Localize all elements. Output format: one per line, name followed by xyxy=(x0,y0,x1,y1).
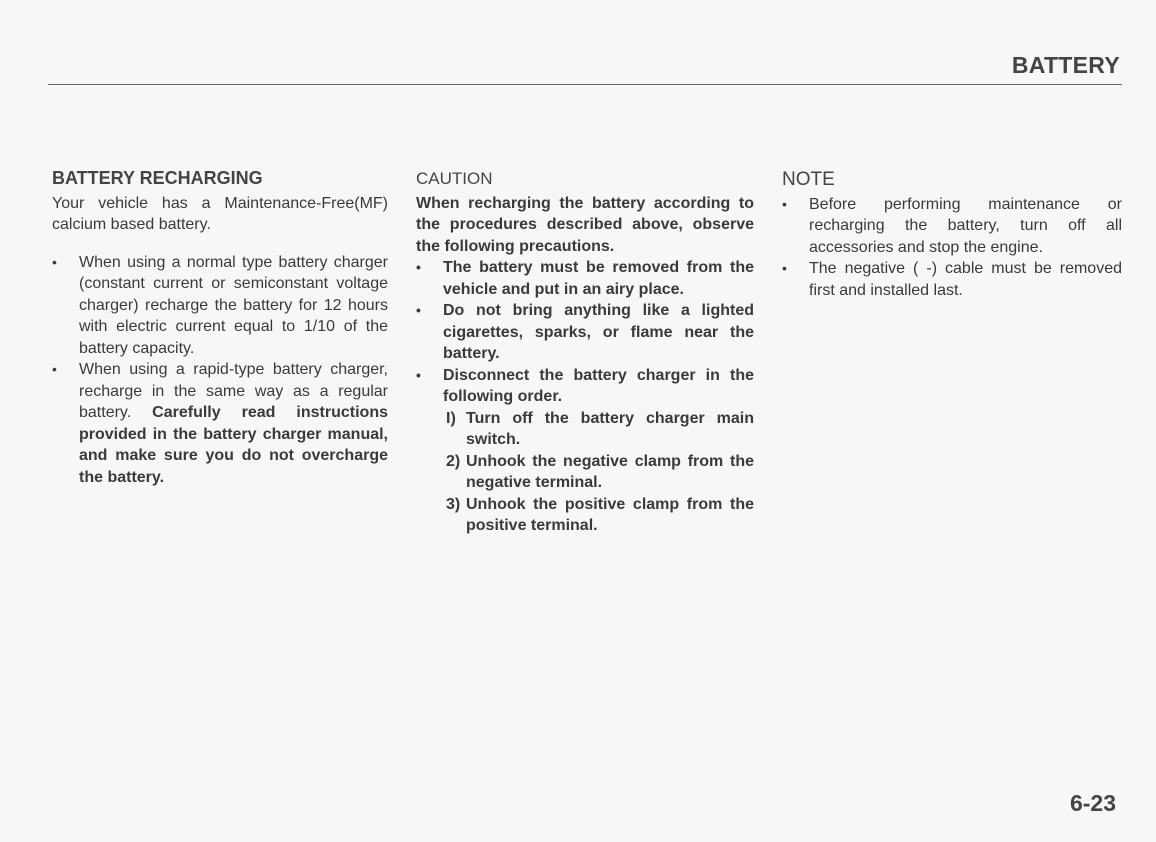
caution-intro: When recharging the battery according to the procedures described above, observe the following precautions. xyxy=(416,194,754,255)
list-item xyxy=(52,359,388,488)
list-item xyxy=(446,494,754,537)
recharging-intro: Your vehicle has a Maintenance-Free(MF) calcium based battery. xyxy=(52,194,388,233)
list-item: • Do not bring anything like a lighted cigarettes, sparks, or flame near the battery. xyxy=(416,300,754,365)
recharging-column xyxy=(52,168,388,488)
step-text: Unhook the negative clamp from the negative terminal. xyxy=(466,452,754,491)
section-title: BATTERY xyxy=(1011,52,1120,78)
disconnect-steps-list xyxy=(416,408,754,537)
header-rule xyxy=(48,84,1122,85)
recharging-heading: BATTERY RECHARGING xyxy=(52,168,263,188)
recharging-bullet-text: When using a normal type battery charger (constant current or semiconstant voltage charger) recharge the battery for 12 hours with electric current equal to 1/10 of the battery capacity. xyxy=(79,253,388,357)
caution-column xyxy=(416,168,754,537)
list-item xyxy=(446,451,754,494)
list-item: • The negative ( -) cable must be removed first and installed last. xyxy=(782,258,1122,301)
recharging-bullet-list xyxy=(52,252,388,489)
caution-bullet-list xyxy=(416,257,754,408)
step-text: Unhook the positive clamp from the positive terminal. xyxy=(466,495,754,534)
recharging-bullet-text: When using a rapid-type battery charger, recharge in the same way as a regular battery. xyxy=(79,361,388,421)
note-column xyxy=(782,168,1122,301)
step-number: 3) xyxy=(446,495,461,513)
spacer xyxy=(52,236,388,252)
note-bullet-list xyxy=(782,194,1122,302)
step-number: 2) xyxy=(446,452,461,470)
note-heading: NOTE xyxy=(782,169,835,190)
step-number: I) xyxy=(446,409,456,427)
list-item: • Before performing maintenance or recharging the battery, turn off all accessories and stop the engine. xyxy=(782,194,1122,259)
page-number: 6-23 xyxy=(1069,790,1116,816)
caution-heading: CAUTION xyxy=(416,169,493,188)
recharging-bullet-bold-text: Carefully read instructions provided in the battery charger manual, and make sure you do not overcharge the battery. xyxy=(79,404,388,486)
list-item xyxy=(52,252,388,360)
list-item xyxy=(446,408,754,451)
list-item: • Disconnect the battery charger in the following order. xyxy=(416,365,754,408)
list-item: • The battery must be removed from the vehicle and put in an airy place. xyxy=(416,257,754,300)
step-text: Turn off the battery charger main switch. xyxy=(466,409,754,448)
